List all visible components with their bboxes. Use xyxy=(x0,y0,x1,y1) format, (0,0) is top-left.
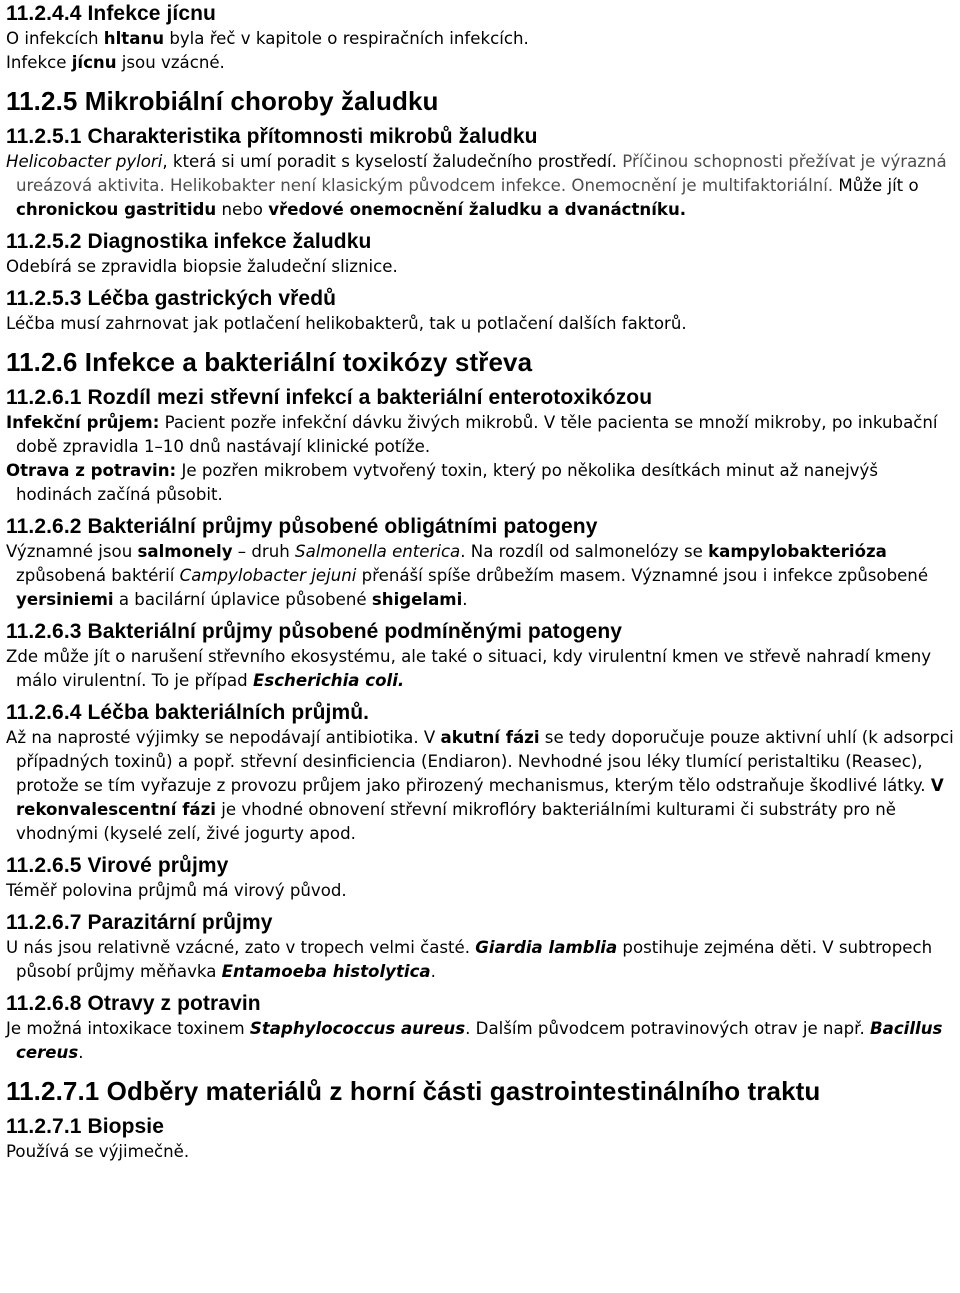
paragraph-jicen: Infekce jícnu jsou vzácné. xyxy=(6,53,225,72)
heading-podminene-patogeny: 11.2.6.3 Bakteriální průjmy působené podmíněnými patogeny xyxy=(6,620,623,643)
paragraph-helicobacter: Helicobacter pylori, která si umí poradit s kyselostí žaludečního prostředí. Příčinou schopnosti přežívat je výrazná ureázová aktivita. Helikobakter není klasickým původcem infekce. Onemocnění je multifaktoriální. Může jít o chronickou gastritidu nebo vředové onemocnění žaludku a dvanáctníku. xyxy=(6,152,947,219)
heading-lecba-vredu: 11.2.5.3 Léčba gastrických vředů xyxy=(6,287,337,310)
paragraph-biopsie-sliznice: Odebírá se zpravidla biopsie žaludeční sliznice. xyxy=(6,257,398,276)
paragraph-biopsie: Používá se výjimečně. xyxy=(6,1142,190,1161)
paragraph-salmonely: Významné jsou salmonely – druh Salmonella enterica. Na rozdíl od salmonelózy se kampylobakterióza způsobená baktérií Campylobacter jejuni přenáší spíše drůbežím masem. Významné jsou i infekce způsobené yersiniemi a bacilární úplavice působené shigelami. xyxy=(6,542,929,609)
paragraph-lecba-prujmu: Až na naprosté výjimky se nepodávají antibiotika. V akutní fázi se tedy doporučuje pouze aktivní uhlí (k adsorpci případných toxinů) a popř. střevní desinficiencia (Endiaron). Nevhodné jsou léky tlumící peristaltiku (Reasec), protože se tím vyřazuje z provozu průjem jako přirozený mechanismus, kterým tělo odstraňuje škodlivé látky. V rekonvalescentní fázi je vhodné obnovení střevní mikroflóry bakteriálními kulturami či substráty pro ně vhodnými (kyselé zelí, živé jogurty apod. xyxy=(6,728,954,843)
paragraph-lecba-vredu: Léčba musí zahrnovat jak potlačení helikobakterů, tak u potlačení dalších faktorů. xyxy=(6,314,687,333)
heading-lecba-prujmu: 11.2.6.4 Léčba bakteriálních průjmů. xyxy=(6,701,370,724)
heading-virove-prujmy: 11.2.6.5 Virové průjmy xyxy=(6,854,229,877)
heading-charakteristika-mikrobu: 11.2.5.1 Charakteristika přítomnosti mikrobů žaludku xyxy=(6,125,538,148)
paragraph-parazitarni-prujmy: U nás jsou relativně vzácné, zato v tropech velmi časté. Giardia lamblia postihuje zejména děti. V subtropech působí průjmy měňavka Entamoeba histolytica. xyxy=(6,938,933,981)
heading-rozdil-infekce-toxikoza: 11.2.6.1 Rozdíl mezi střevní infekcí a bakteriální enterotoxikózou xyxy=(6,386,653,409)
heading-biopsie: 11.2.7.1 Biopsie xyxy=(6,1115,165,1138)
heading-parazitarni-prujmy: 11.2.6.7 Parazitární průjmy xyxy=(6,911,273,934)
heading-odbery-materialu: 11.2.7.1 Odběry materiálů z horní části gastrointestinálního traktu xyxy=(6,1076,821,1106)
heading-mikrobialni-choroby-zaludku: 11.2.5 Mikrobiální choroby žaludku xyxy=(6,86,439,116)
heading-obligatni-patogeny: 11.2.6.2 Bakteriální průjmy působené obligátními patogeny xyxy=(6,515,598,538)
heading-diagnostika-infekce: 11.2.5.2 Diagnostika infekce žaludku xyxy=(6,230,372,253)
paragraph-virove-prujmy: Téměř polovina průjmů má virový původ. xyxy=(6,881,347,900)
heading-otravy-z-potravin: 11.2.6.8 Otravy z potravin xyxy=(6,992,261,1015)
paragraph-hltan: O infekcích hltanu byla řeč v kapitole o respiračních infekcích. xyxy=(6,29,529,48)
paragraph-infekcni-prujem: Infekční průjem: Pacient pozře infekční dávku živých mikrobů. V těle pacienta se množí mikroby, po inkubační době zpravidla 1–10 dnů nastávají klinické potíže. xyxy=(6,413,938,456)
heading-infekce-jicnu: 11.2.4.4 Infekce jícnu xyxy=(6,2,216,25)
heading-infekce-streva: 11.2.6 Infekce a bakteriální toxikózy střeva xyxy=(6,347,533,377)
paragraph-otrava-z-potravin: Otrava z potravin: Je pozřen mikrobem vytvořený toxin, který po několika desítkách minut až nanejvýš hodinách začíná působit. xyxy=(6,461,878,504)
paragraph-otravy-z-potravin: Je možná intoxikace toxinem Staphylococcus aureus. Dalším původcem potravinových otrav je např. Bacillus cereus. xyxy=(6,1019,943,1062)
paragraph-escherichia: Zde může jít o narušení střevního ekosystému, ale také o situaci, kdy virulentní kmen ve střevě nahradí kmeny málo virulentní. To je případ Escherichia coli. xyxy=(6,647,932,690)
